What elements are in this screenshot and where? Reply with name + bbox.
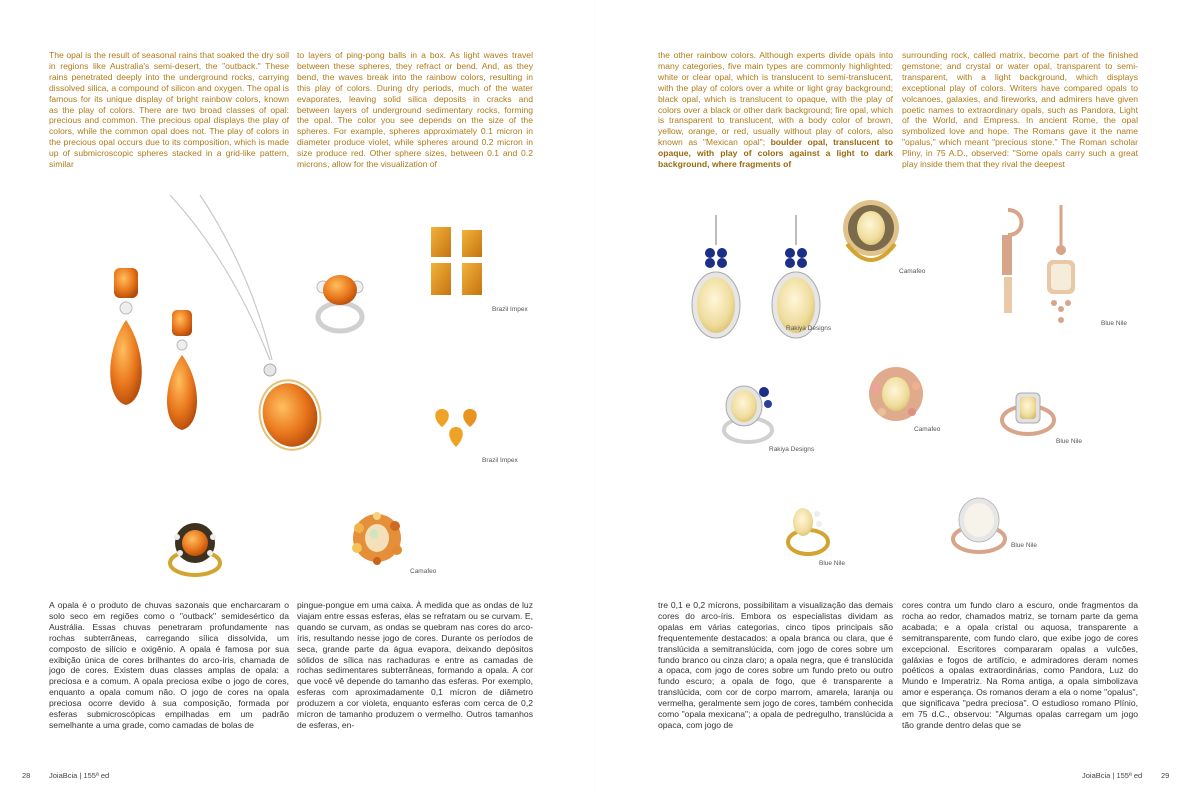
- caption-blue-nile-4: Blue Nile: [1011, 542, 1038, 549]
- english-column-1-right: [658, 50, 893, 170]
- caption-blue-nile-1: Blue Nile: [1101, 320, 1128, 327]
- english-column-2: to layers of ping-pong balls in a box. As light waves travel between these spheres, they refract or bend. And, as they bend, the waves break into the rainbow colors, resulting in this play of colors. During dry periods, much of the water evaporates, leaving solid silica deposits in cracks and between layers of underground sedimentary rocks, forming the opal. The color you see depends on the size of the spheres. For example, spheres approximately 0.1 micron in diameter produce violet, while spheres around 0.2 micron in size produce red. Other sphere sizes, between 0.1 and 0.2 microns, allow for the visualization of: [297, 50, 533, 170]
- english-column-1: The opal is the result of seasonal rains that soaked the dry soil in regions like Australia's semi-desert, the "outback." These rains penetrated deeply into the underground rocks, carrying dissolved silica, a compound of silicon and oxygen. The opal is famous for its unique display of bright rainbow colors, known as the play of colors. There are two broad classes of opal: precious and common. The precious opal displays the play of colors, while the common opal does not. The play of colors in the precious opal occurs due to its composition, which is made up of submicroscopic spheres stacked in a grid-like pattern, similar: [49, 50, 289, 170]
- fire-opal-necklace-earrings-image: [100, 190, 330, 450]
- emerald-cut-fire-opals-image: [428, 225, 498, 300]
- caption-camafeo-2: Camafeo: [914, 426, 941, 433]
- caption-blue-nile-2: Blue Nile: [1056, 438, 1083, 445]
- caption-rakiya-designs-2: Rakiya Designs: [769, 446, 815, 453]
- magazine-issue-right: JoiaBcia | 155ª ed: [1082, 771, 1143, 780]
- magazine-issue-left: JoiaBcia | 155ª ed: [49, 771, 110, 780]
- camafeo-opal-ring-1-image: [839, 196, 909, 276]
- caption-rakiya-designs-1: Rakiya Designs: [786, 325, 832, 332]
- rose-gold-opal-ring-image: [996, 385, 1061, 440]
- rose-gold-opal-drop-earring-image: [1036, 205, 1086, 335]
- caption-brazil-impex-1: Brazil Impex: [492, 306, 528, 313]
- left-page: [0, 0, 595, 794]
- yellow-gold-opal-ring-image: [781, 500, 836, 560]
- rose-gold-halo-opal-ring-image: [944, 494, 1014, 559]
- english-column-2-right: surrounding rock, called matrix, become part of the finished gemstone; and crystal or water opal, transparent to semi-transparent, with a light background, which displays exceptional play of colors. Writers have compared opals to volcanoes, galaxies, and fireworks, and admirers have given poetic names to extraordinary opals, such as Pandora, Light of the World, and Empress. In ancient Rome, the opal symbolized love and hope. The Romans gave it the name "opalus," which meant "precious stone." The Roman scholar Pliny, in 75 A.D., observed: "Some opals carry such a great play inside them that they rival the deepest: [902, 50, 1138, 170]
- portuguese-column-1: A opala é o produto de chuvas sazonais que encharcaram o solo seco em regiões como o "outback" semidesértico da Austrália. Essas chuvas penetraram profundamente nas rochas subterrâneas, carregando sílica dissolvida, um composto de silício e oxigênio. A opala é famosa por sua exibição única de cores brilhantes do arco-íris, chamada de jogo de cores. Existem duas classes amplas de opala: a preciosa e a comum. A opala preciosa exibe o jogo de cores, enquanto a opala comum não. O jogo de cores na opala preciosa ocorre devido à sua composição, formada por esferas submicroscópicas empilhadas em um padrão semelhante a uma grade, como camadas de bolas de: [49, 600, 289, 730]
- camafeo-opal-ring-2-image: [864, 362, 934, 432]
- portuguese-column-2-right: cores contra um fundo claro a escuro, onde fragmentos da rocha ao redor, chamados matriz, se tornam parte da gema acabada; e a opala cristal ou aquosa, transparente a semitransparente, com fundo claro, que exibe jogo de cores excepcional. Escritores compararam opalas a vulcões, galáxias e fogos de artifício, e admiradores deram nomes poéticos a opalas extraordinárias, como Pandora, Luz do Mundo e Imperatriz. Na Roma antiga, a opala simbolizava amor e esperança. Os romanos deram a ela o nome "opalus", que significava "pedra preciosa". O estudioso romano Plínio, em 75 d.C., observou: "Algumas opalas carregam um jogo tão grande dentro delas que se: [902, 600, 1138, 730]
- rakiya-opal-sapphire-ring-image: [716, 378, 786, 448]
- page-number-right: 29: [1161, 771, 1170, 780]
- fire-opal-ring-image: [305, 265, 375, 335]
- gold-fire-opal-cluster-ring-image: [160, 515, 230, 580]
- caption-camafeo-1: Camafeo: [899, 268, 926, 275]
- heart-shaped-fire-opals-image: [430, 405, 490, 455]
- boulder-opal-highlight: boulder opal, translucent to opaque, with play of colors against a light to dark background, where fragments of: [658, 137, 893, 170]
- portuguese-column-2: pingue-pongue em uma caixa. À medida que as ondas de luz viajam entre essas esferas, elas se refratam ou se curvam. E, quando se curvam, as ondas se quebram nas cores do arco-íris, resultando nesse jogo de cores. Durante os períodos de seca, grande parte da água evapora, deixando depósitos sólidos de sílica nas rachaduras e entre as camadas de rochas sedimentares subterrâneas, formando a opala. A cor que você vê depende do tamanho das esferas. Por exemplo, esferas com aproximadamente 0,1 mícron de diâmetro produzem a cor violeta, enquanto esferas com cerca de 0,2 mícron de tamanho produzem o vermelho. Outros tamanhos de esferas, en-: [297, 600, 533, 730]
- rose-gold-opal-hoop-earring-image: [996, 205, 1036, 330]
- caption-camafeo: Camafeo: [410, 568, 437, 575]
- page-number-left: 28: [22, 771, 31, 780]
- portuguese-column-1-right: tre 0,1 e 0,2 mícrons, possibilitam a visualização das demais cores do arco-íris. Embora os especialistas dividam as opalas em várias categorias, cinco tipos principais são frequentemente destacados: a opala branca ou clara, que é translúcida a semitranslúcida, com jogo de cores sobre um fundo branco ou cinza claro; a opala negra, que é translúcida a opaca, com jogo de cores sobre um fundo preto ou outro fundo escuro; a opala de fogo, que é transparente a translúcida, com cor de corpo marrom, amarela, laranja ou vermelha, geralmente sem jogo de cores, também conhecida como "opala mexicana"; a opala de pedregulho, translúcida a opaca, com jogo de: [658, 600, 893, 730]
- caption-blue-nile-3: Blue Nile: [819, 560, 846, 567]
- english-column-1-right-text: the other rainbow colors. Although experts divide opals into many categories, five main types are commonly highlighted: white or clear opal, which is translucent to semi-translucent, with the play of colors over a white or light gray background; black opal, which is translucent to opaque, with the play of colors over a black or other dark background; fire opal, which is transparent to translucent, with a body color of brown, yellow, orange, or red, usually without play of colors, also known as "Mexican opal";: [658, 50, 893, 148]
- caption-brazil-impex-2: Brazil Impex: [482, 457, 518, 464]
- right-page: [596, 0, 1191, 794]
- camafeo-opal-cluster-ring-image: [345, 508, 415, 573]
